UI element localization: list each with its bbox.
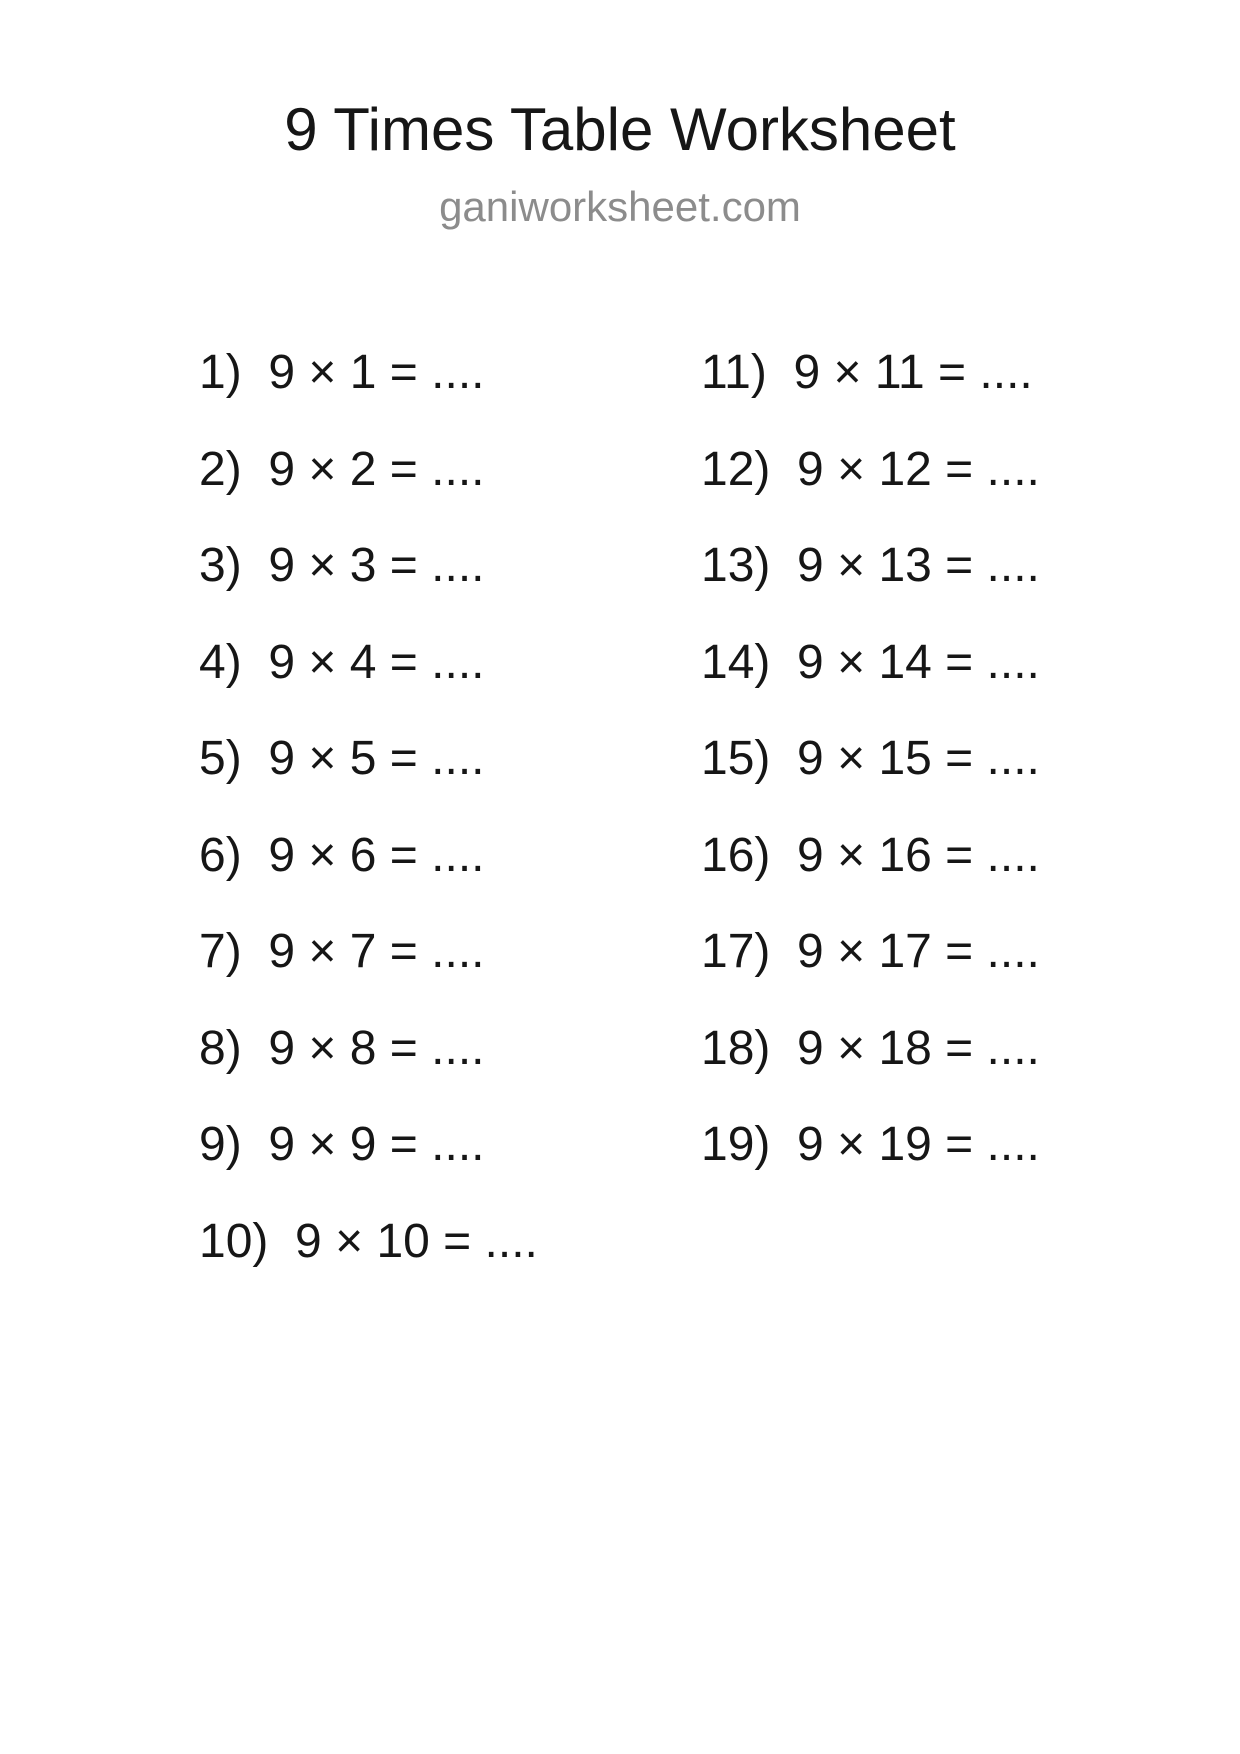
worksheet-item-17: 17) 9 × 17 = .... <box>701 925 1040 978</box>
worksheet-item-5: 5) 9 × 5 = .... <box>199 732 485 785</box>
left-column <box>199 346 538 1314</box>
worksheet-item-10: 10) 9 × 10 = .... <box>199 1214 538 1268</box>
site-credit: ganiworksheet.com <box>439 183 801 230</box>
header <box>0 96 1240 230</box>
worksheet-item-2: 2) 9 × 2 = .... <box>199 442 485 496</box>
worksheet-item-15: 15) 9 × 15 = .... <box>701 732 1040 785</box>
worksheet-item-7: 7) 9 × 7 = .... <box>199 925 485 978</box>
worksheet-item-13: 13) 9 × 13 = .... <box>701 539 1040 592</box>
worksheet-item-12: 12) 9 × 12 = .... <box>701 442 1040 496</box>
worksheet-item-1: 1) 9 × 1 = .... <box>199 346 485 399</box>
worksheet-item-9: 9) 9 × 9 = .... <box>199 1118 485 1171</box>
right-column <box>701 346 1040 1218</box>
worksheet-item-16: 16) 9 × 16 = .... <box>701 828 1040 882</box>
worksheet-item-14: 14) 9 × 14 = .... <box>701 635 1040 689</box>
worksheet-item-18: 18) 9 × 18 = .... <box>701 1021 1040 1075</box>
worksheet-item-11: 11) 9 × 11 = .... <box>701 346 1033 399</box>
worksheet-item-6: 6) 9 × 6 = .... <box>199 828 485 882</box>
worksheet-item-8: 8) 9 × 8 = .... <box>199 1021 485 1075</box>
worksheet-item-4: 4) 9 × 4 = .... <box>199 635 485 689</box>
page-title: 9 Times Table Worksheet <box>284 96 956 163</box>
worksheet-item-3: 3) 9 × 3 = .... <box>199 539 485 592</box>
worksheet-item-19: 19) 9 × 19 = .... <box>701 1118 1040 1171</box>
